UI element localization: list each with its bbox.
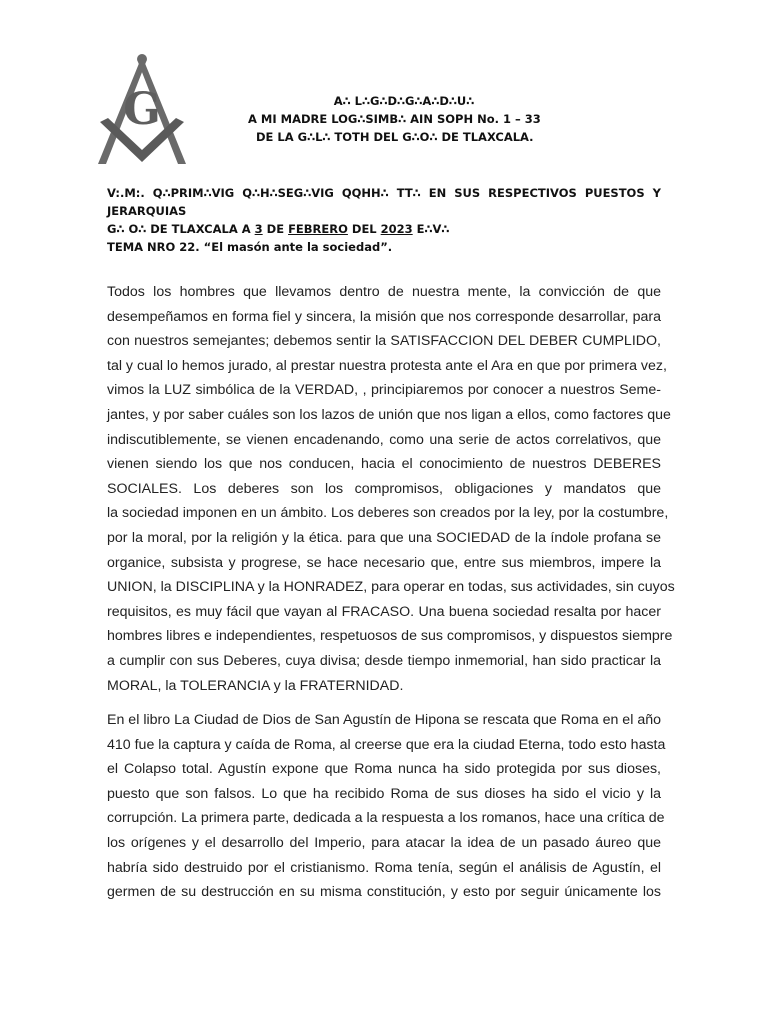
text-line: vimos la LUZ simbólica de la VERDAD, , principiaremos por conocer a nuestros Seme- — [107, 382, 661, 399]
text-line: con nuestros semejantes; debemos sentir la SATISFACCION DEL DEBER CUMPLIDO, — [107, 333, 661, 350]
text-line: jantes, y por saber cuáles son los lazos de unión que nos ligan a ellos, como factores que — [107, 406, 671, 423]
document-body — [107, 280, 675, 905]
text-line: puesto que son falsos. Lo que ha recibido Roma de sus dioses ha sido el vicio y la — [107, 785, 661, 802]
text-line: la sociedad imponen en un ámbito. Los deberes son creados por la ley, por la costumbre, — [107, 505, 669, 522]
salutation-line-1: V:.M:. Q∴PRIM∴VIG Q∴H∴SEG∴VIG QQHH∴ TT∴ EN SUS RESPECTIVOS PUESTOS Y — [107, 186, 661, 200]
header-line-1: A∴ L∴G∴D∴G∴A∴D∴U∴ — [333, 94, 475, 108]
paragraph-1 — [107, 280, 675, 698]
text-line: organice, subsista y progrese, se hace necesario que, entre sus miembros, impere la — [107, 554, 661, 571]
logo-letter: G — [123, 84, 161, 135]
text-line: requisitos, es muy fácil que vayan al FRACASO. Una buena sociedad resalta por hacer — [107, 603, 661, 620]
text-line: 410 fue la captura y caída de Roma, al creerse que era la ciudad Eterna, todo esto hasta — [107, 736, 666, 753]
date-year: 2023 — [380, 222, 413, 236]
text-line: UNION, la DISCIPLINA y la HONRADEZ, para operar en todas, sus actividades, sin cuyos — [107, 579, 675, 596]
text-line: desempeñamos en forma fiel y sincera, la misión que nos corresponde desarrollar, para — [107, 308, 661, 325]
text-line: a cumplir con sus Deberes, cuya divisa; desde tiempo inmemorial, han sido practicar la — [107, 652, 661, 669]
text-line: Todos los hombres que llevamos dentro de nuestra mente, la convicción de que — [107, 284, 661, 300]
text-line: por la moral, por la religión y la ética. para que una SOCIEDAD de la índole profana se — [107, 529, 661, 546]
date-prefix: G∴ O∴ DE TLAXCALA A — [107, 222, 255, 236]
text-line: habría sido destruido por el cristianismo. Roma tenía, según el análisis de Agustín, el — [107, 859, 661, 876]
text-line: germen de su destrucción en su misma constitución, y esto por seguir únicamente los — [107, 884, 661, 901]
topic-line: TEMA NRO 22. “El masón ante la sociedad”. — [107, 240, 393, 254]
date-month: FEBRERO — [288, 222, 348, 236]
header-line-2: A MI MADRE LOG∴SIMB∴ AIN SOPH No. 1 – 33 — [248, 112, 541, 126]
text-line: MORAL, la TOLERANCIA y la FRATERNIDAD. — [107, 677, 404, 694]
date-de: DE — [262, 222, 289, 236]
header-line-3: DE LA G∴L∴ TOTH DEL G∴O∴ DE TLAXCALA. — [256, 130, 534, 144]
text-line: los orígenes y el desarrollo del Imperio, para atacar la idea de un pasado áureo que — [107, 835, 661, 852]
text-line: corrupción. La primera parte, dedicada a la respuesta a los romanos, hace una crítica de — [107, 810, 665, 827]
text-line: vienen siendo los que nos conducen, hacia el conocimiento de nuestros DEBERES — [107, 456, 661, 473]
salutation-line-2: JERARQUIAS — [107, 204, 187, 218]
text-line: hombres libres e independientes, respetuosos de sus compromisos, y dispuestos siempre — [107, 628, 673, 645]
text-line: En el libro La Ciudad de Dios de San Agustín de Hipona se rescata que Roma en el año — [107, 712, 661, 729]
paragraph-2 — [107, 708, 666, 905]
text-line: tal y cual lo hemos jurado, al prestar nuestra protesta ante el Ara en que por primera vez, — [107, 357, 667, 374]
text-line: SOCIALES. Los deberes son los compromisos, obligaciones y mandatos que — [107, 480, 661, 497]
salutation-block — [107, 184, 661, 256]
date-del: DEL — [347, 222, 381, 236]
date-day: 3 — [254, 222, 263, 236]
lodge-header — [200, 92, 600, 146]
text-line: indiscutiblemente, se vienen encadenando, como una serie de actos correlativos, que — [107, 431, 661, 448]
text-line: el Colapso total. Agustín expone que Roma nunca ha sido protegida por sus dioses, — [107, 761, 661, 778]
date-line — [107, 220, 661, 238]
square-and-compass-icon — [92, 52, 192, 170]
date-ev: E∴V∴ — [412, 222, 450, 236]
